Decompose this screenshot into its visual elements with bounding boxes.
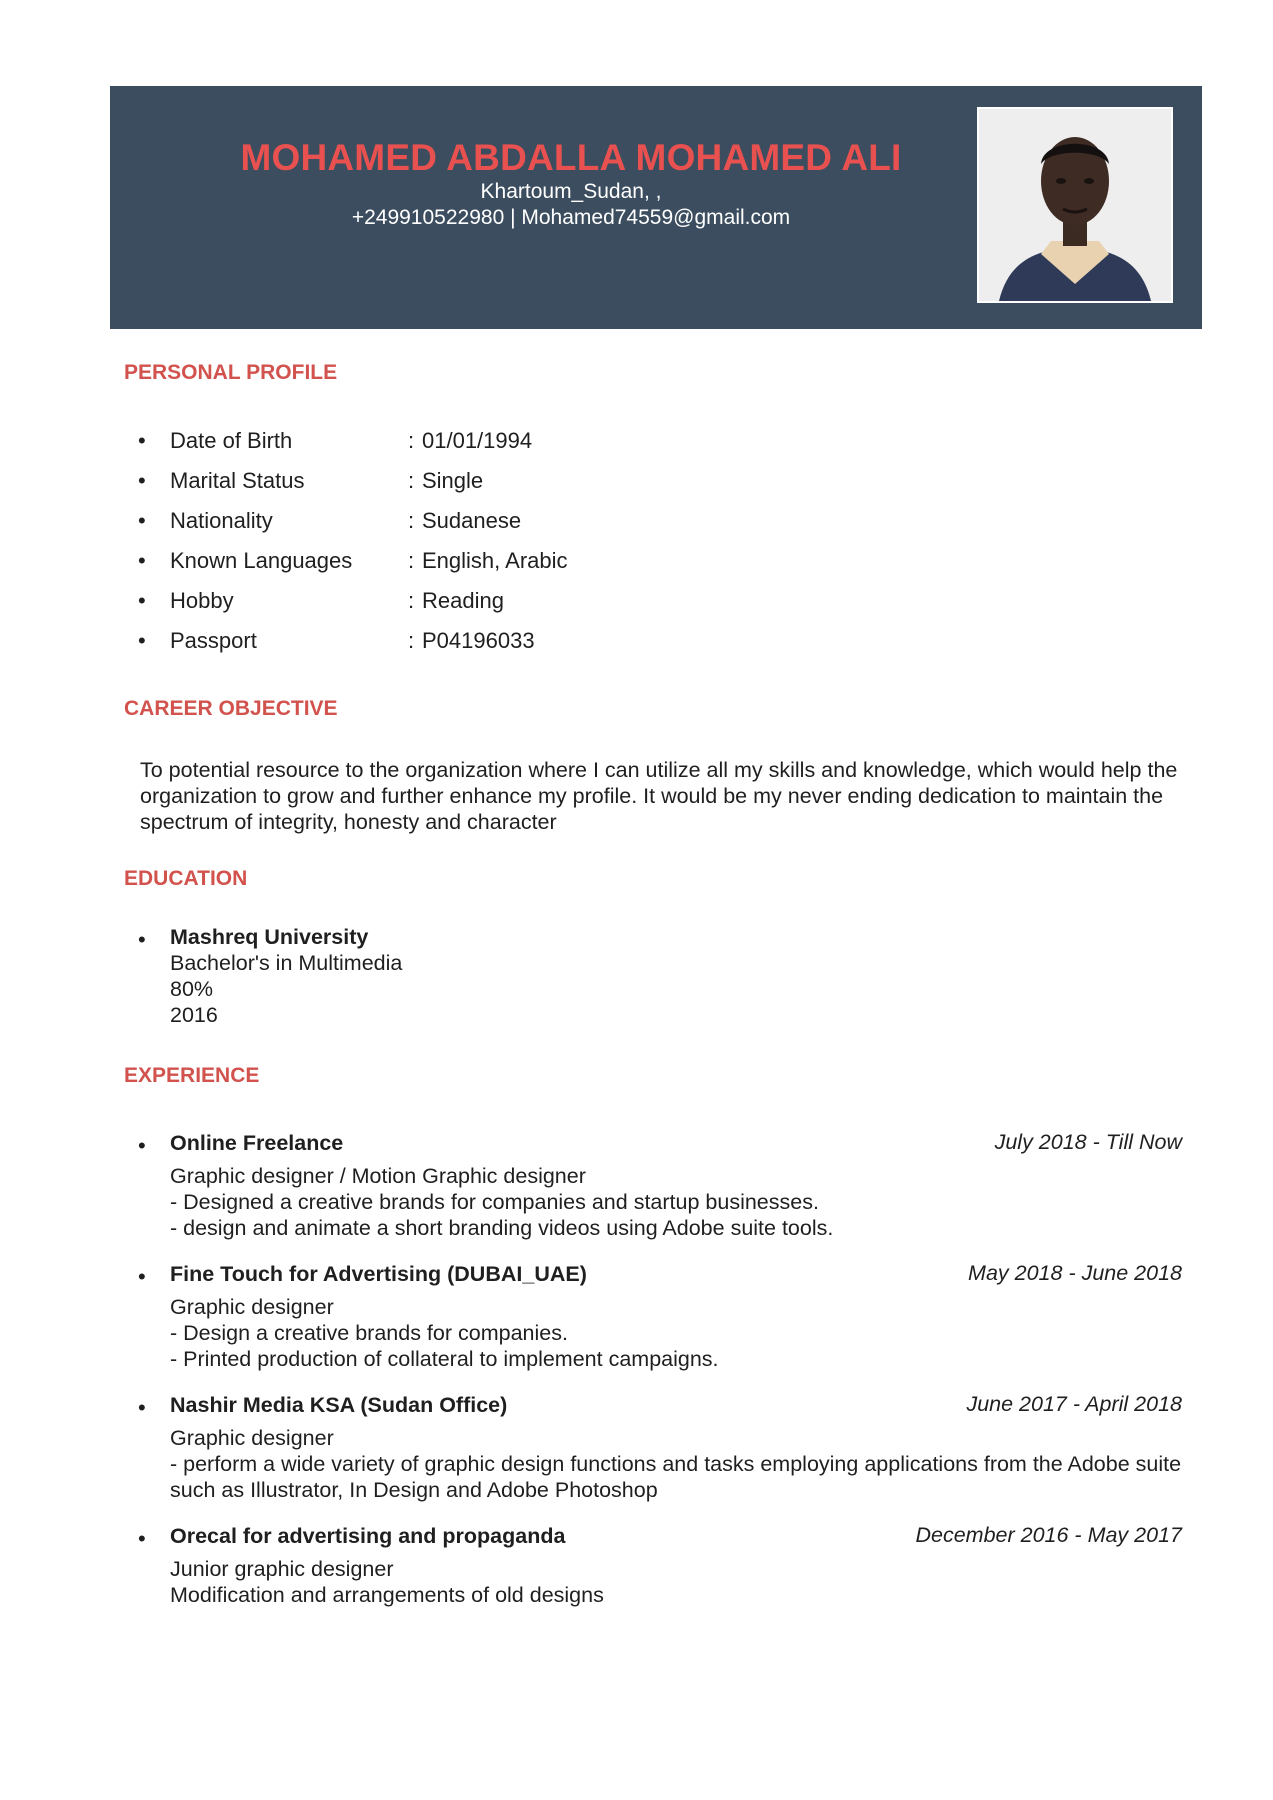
bullet: • (138, 628, 146, 653)
experience-dates: December 2016 - May 2017 (915, 1523, 1182, 1547)
profile-colon: : (408, 548, 415, 573)
experience-company: Online Freelance (170, 1131, 344, 1155)
candidate-contact: +249910522980 | Mohamed74559@gmail.com (351, 206, 791, 229)
profile-colon: : (408, 428, 415, 453)
profile-value: P04196033 (422, 628, 535, 653)
education-institution: Mashreq University (170, 925, 369, 949)
section-title-career-objective: CAREER OBJECTIVE (124, 697, 338, 720)
bullet: • (138, 548, 146, 573)
experience-dates: June 2017 - April 2018 (966, 1392, 1182, 1416)
experience-line: - Designed a creative brands for companies and startup businesses. (170, 1190, 819, 1214)
profile-label: Hobby (170, 588, 234, 613)
education-year: 2016 (170, 1003, 218, 1027)
experience-line: - Design a creative brands for companies. (170, 1321, 568, 1345)
person-photo-icon (979, 109, 1171, 301)
section-title-personal-profile: PERSONAL PROFILE (124, 361, 338, 384)
profile-colon: : (408, 508, 415, 533)
profile-label: Date of Birth (170, 428, 293, 453)
profile-label: Passport (170, 628, 257, 653)
bullet: • (138, 468, 146, 493)
experience-dates: July 2018 - Till Now (994, 1130, 1182, 1154)
profile-label: Known Languages (170, 548, 353, 573)
experience-line: - Printed production of collateral to implement campaigns. (170, 1347, 719, 1371)
experience-dates: May 2018 - June 2018 (968, 1261, 1182, 1285)
profile-label: Marital Status (170, 468, 305, 493)
experience-line: Graphic designer (170, 1295, 334, 1319)
experience-company: Orecal for advertising and propaganda (170, 1524, 566, 1548)
profile-colon: : (408, 468, 415, 493)
bullet: • (138, 1133, 146, 1158)
experience-company: Fine Touch for Advertising (DUBAI_UAE) (170, 1262, 587, 1286)
resume-header (110, 86, 1202, 329)
bullet: • (138, 508, 146, 533)
experience-entry (170, 1130, 833, 1241)
profile-colon: : (408, 588, 415, 613)
profile-value: Reading (422, 588, 504, 613)
candidate-name: MOHAMED ABDALLA MOHAMED ALI (240, 137, 902, 178)
candidate-location: Khartoum_Sudan, , (480, 180, 662, 203)
experience-line: Graphic designer (170, 1426, 334, 1450)
profile-value: Single (422, 468, 484, 493)
bullet: • (138, 1395, 146, 1420)
bullet: • (138, 588, 146, 613)
profile-colon: : (408, 628, 415, 653)
bullet: • (138, 927, 146, 952)
experience-entry (170, 1523, 604, 1608)
education-degree: Bachelor's in Multimedia (170, 951, 403, 975)
bullet: • (138, 1526, 146, 1551)
experience-entry (170, 1261, 719, 1372)
education-entry (170, 924, 402, 1028)
education-score: 80% (170, 977, 214, 1001)
bullet: • (138, 1264, 146, 1289)
experience-line: Graphic designer / Motion Graphic designer (170, 1164, 586, 1188)
profile-value: English, Arabic (422, 548, 568, 573)
experience-line: Junior graphic designer (170, 1557, 394, 1581)
experience-company: Nashir Media KSA (Sudan Office) (170, 1393, 508, 1417)
profile-value: Sudanese (422, 508, 522, 533)
experience-line: Modification and arrangements of old designs (170, 1583, 604, 1607)
experience-line: - perform a wide variety of graphic design functions and tasks employing applications from the Adobe suite such as Illustrator, In Design and Adobe Photoshop (170, 1452, 1182, 1502)
experience-line: - design and animate a short branding videos using Adobe suite tools. (170, 1216, 834, 1240)
career-objective-text: To potential resource to the organization where I can utilize all my skills and knowledge, which would help the organization to grow and further enhance my profile. It would be my never ending dedication to maintain the spectrum of integrity, honesty and character (140, 758, 1178, 834)
profile-photo (977, 107, 1173, 303)
section-title-experience: EXPERIENCE (124, 1064, 260, 1087)
section-title-education: EDUCATION (124, 867, 248, 890)
profile-label: Nationality (170, 508, 273, 533)
profile-value: 01/01/1994 (422, 428, 533, 453)
bullet: • (138, 428, 146, 453)
